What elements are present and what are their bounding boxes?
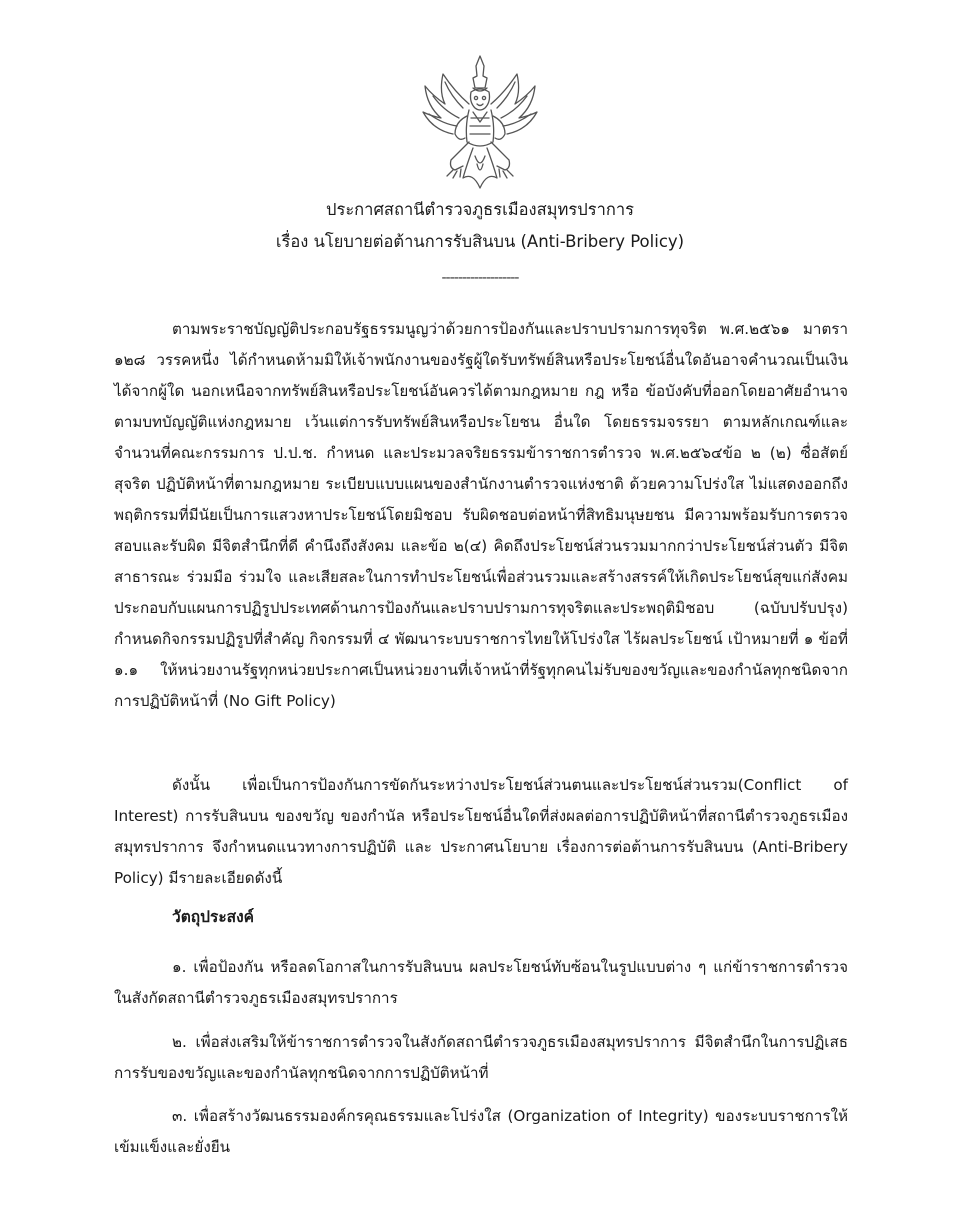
therefore-paragraph: ดังนั้น เพื่อเป็นการป้องกันการขัดกันระหว่างประโยชน์ส่วนตนและประโยชน์ส่วนรวม(Conflict of Interest) การรับสินบน ของขวัญ ของกำนัล หรือประโยชน์อื่นใดที่ส่งผลต่อการปฏิบัติหน้าที่สถานีตำรวจภูธรเมืองสมุทรปราการ จึงกำหนดแนวทางการปฏิบัติ และ ประกาศนโยบาย เรื่องการต่อต้านการรับสินบน (Anti-Bribery Policy) มีรายละเอียดดังนี้ [114, 776, 848, 887]
objective-item-3: ๓. เพื่อสร้างวัฒนธรรมองค์กรคุณธรรมและโปร่งใส (Organization of Integrity) ของระบบราชการให้เข้มแข็งและยั่งยืน [114, 1107, 848, 1156]
intro-paragraph: ตามพระราชบัญญัติประกอบรัฐธรรมนูญว่าด้วยการป้องกันและปราบปรามการทุจริต พ.ศ.๒๕๖๑ มาตรา ๑๒๘ วรรคหนึ่ง ได้กำหนดห้ามมิให้เจ้าพนักงานของรัฐผู้ใดรับทรัพย์สินหรือประโยชน์อื่นใดอันอาจคำนวณเป็นเงินได้จากผู้ใด นอกเหนือจากทรัพย์สินหรือประโยชน์อันควรได้ตามกฎหมาย กฎ หรือ ข้อบังคับที่ออกโดยอาศัยอำนาจตามบทบัญญัติแห่งกฎหมาย เว้นแต่การรับทรัพย์สินหรือประโยชน อื่นใด โดยธรรมจรรยา ตามหลักเกณฑ์และจำนวนที่คณะกรรมการ ป.ป.ช. กำหนด และประมวลจริยธรรมข้าราชการตำรวจ พ.ศ.๒๕๖๔ข้อ ๒ (๒) ซื่อสัตย์สุจริต ปฏิบัติหน้าที่ตามกฎหมาย ระเบียบแบบแผนของสำนักงานตำรวจแห่งชาติ ด้วยความโปร่งใส ไม่แสดงออกถึงพฤติกรรมที่มีนัยเป็นการแสวงหาประโยชน์โดยมิชอบ รับผิดชอบต่อหน้าที่สิทธิมนุษยชน มีความพร้อมรับการตรวจสอบและรับผิด มีจิตสำนึกที่ดี คำนึงถึงสังคม และข้อ ๒(๔) คิดถึงประโยชน์ส่วนรวมมากกว่าประโยชน์ส่วนตัว มีจิตสาธารณะ ร่วมมือ ร่วมใจ และเสียสละในการทำประโยชน์เพื่อส่วนรวมและสร้างสรรค์ให้เกิดประโยชน์สุขแก่สังคม ประกอบกับแผนการปฏิรูปประเทศด้านการป้องกันและปราบปรามการทุจริตและประพฤติมิชอบ (ฉบับปรับปรุง) กำหนดกิจกรรมปฏิรูปที่สำคัญ กิจกรรมที่ ๔ พัฒนาระบบราชการไทยให้โปร่งใส ไร้ผลประโยชน์ เป้าหมายที่ ๑ ข้อที่ ๑.๑ ให้หน่วยงานรัฐทุกหน่วยประกาศเป็นหน่วยงานที่เจ้าหน้าที่รัฐทุกคนไม่รับของขวัญและของกำนัลทุกชนิดจากการปฏิบัติหน้าที่ (No Gift Policy) [114, 320, 848, 710]
objective-item-2: ๒. เพื่อส่งเสริมให้ข้าราชการตำรวจในสังกัดสถานีตำรวจภูธรเมืองสมุทรปราการ มีจิตสำนึกในการปฏิเสธการรับของขวัญและของกำนัลทุกชนิดจากการปฏิบัติหน้าที่ [114, 1033, 848, 1082]
title-divider: ------------------- [441, 270, 519, 286]
objectives-heading: วัตถุประสงค์ [172, 908, 255, 926]
document-title-line1: ประกาศสถานีตำรวจภูธรเมืองสมุทรปราการ [325, 200, 634, 219]
document-title-line2: เรื่อง นโยบายต่อต้านการรับสินบน (Anti-Bribery Policy) [275, 232, 685, 251]
objective-item-1: ๑. เพื่อป้องกัน หรือลดโอกาสในการรับสินบน ผลประโยชน์ทับซ้อนในรูปแบบต่าง ๆ แก่ข้าราชการตำรวจในสังกัดสถานีตำรวจภูธรเมืองสมุทรปราการ [114, 958, 848, 1007]
garuda-emblem-icon [415, 52, 545, 192]
